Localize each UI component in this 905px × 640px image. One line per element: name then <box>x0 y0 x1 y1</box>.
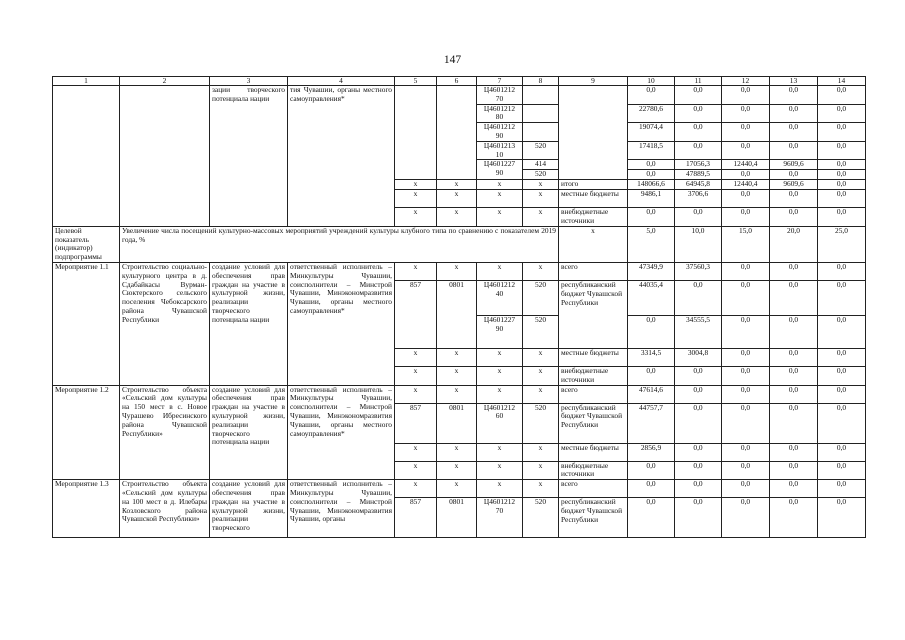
ministry-code-cell: x <box>395 262 437 280</box>
code-part: 80 <box>495 112 504 122</box>
section-code-cell: 0801 <box>437 403 477 443</box>
value-cell-10: 0,0 <box>628 461 675 480</box>
col-number-11: 11 <box>675 77 722 86</box>
expense-type-cell <box>523 104 559 123</box>
section-code-cell: x <box>437 480 477 498</box>
x-cell: x <box>477 180 523 190</box>
source-cell: внебюджетные источники <box>559 366 628 385</box>
value-cell-14: 0,0 <box>818 160 866 170</box>
ministry-code-cell: x <box>395 480 437 498</box>
measure-id-cell: Мероприятие 1.1 <box>53 262 120 385</box>
section-code-cell: x <box>437 348 477 366</box>
section-code-cell: x <box>437 443 477 461</box>
code-part: Ц4601212 <box>483 104 516 113</box>
value-cell-12: 0,0 <box>722 403 770 443</box>
col6-cell <box>437 86 477 180</box>
budget-code-cell <box>477 123 523 142</box>
value-cell-12: 0,0 <box>722 123 770 142</box>
value-cell-13: 0,0 <box>770 86 818 105</box>
value-cell-13: 9609,6 <box>770 160 818 170</box>
value-cell-11: 0,0 <box>675 104 722 123</box>
budget-code-cell: x <box>477 262 523 280</box>
expense-type-cell: x <box>523 366 559 385</box>
col-number-3: 3 <box>210 77 288 86</box>
value-cell-11: 0,0 <box>675 366 722 385</box>
value-cell-13: 0,0 <box>770 315 818 348</box>
budget-code-cell: x <box>477 461 523 480</box>
budget-code-cell <box>477 498 523 538</box>
code-part: 90 <box>495 168 504 178</box>
x-cell: x <box>477 208 523 227</box>
code-part: 10 <box>495 149 504 159</box>
ministry-code-cell: x <box>395 461 437 480</box>
budget-code-cell <box>477 315 523 348</box>
value-cell-13: 0,0 <box>770 104 818 123</box>
value-cell-10: 0,0 <box>628 160 675 170</box>
col-number-6: 6 <box>437 77 477 86</box>
value-cell-12: 0,0 <box>722 262 770 280</box>
program-table <box>52 76 866 538</box>
indicator-text-cell: Увеличение числа посещений культурно-массовых мероприятий учреждений культуры клубного типа по сравнению с показателем 2019 года, % <box>120 226 559 262</box>
code-part: 70 <box>495 505 504 515</box>
expense-type-cell: x <box>523 480 559 498</box>
value-cell-12: 0,0 <box>722 480 770 498</box>
x-cell: x <box>395 208 437 227</box>
expense-type-cell: 520 <box>523 403 559 443</box>
section-code-cell: 0801 <box>437 280 477 348</box>
code-part: 70 <box>495 93 504 103</box>
col-number-7: 7 <box>477 77 523 86</box>
table-row <box>53 385 866 403</box>
value-cell-12: 0,0 <box>722 104 770 123</box>
value-cell-10: 17418,5 <box>628 141 675 160</box>
source-cell: внебюджетные источники <box>559 461 628 480</box>
value-cell-10: 0,0 <box>628 498 675 538</box>
col1-cell <box>53 86 120 227</box>
value-cell-10: 148066,6 <box>628 180 675 190</box>
budget-code-cell <box>477 86 523 105</box>
value-cell-10: 0,0 <box>628 86 675 105</box>
ministry-code-cell: 857 <box>395 403 437 443</box>
value-cell-13: 0,0 <box>770 385 818 403</box>
value-cell-14: 0,0 <box>818 385 866 403</box>
value-cell-14: 0,0 <box>818 86 866 105</box>
value-cell-10: 0,0 <box>628 170 675 180</box>
code-part: Ц4601213 <box>483 141 516 150</box>
value-cell-12: 0,0 <box>722 443 770 461</box>
value-cell-10: 5,0 <box>628 226 675 262</box>
value-cell-12: 15,0 <box>722 226 770 262</box>
code-part: 90 <box>495 130 504 140</box>
section-code-cell: x <box>437 385 477 403</box>
expense-type-cell: x <box>523 461 559 480</box>
value-cell-13: 0,0 <box>770 208 818 227</box>
indicator-label-cell: Целевой показатель (индикатор) подпрограммы <box>53 226 120 262</box>
value-cell-13: 0,0 <box>770 443 818 461</box>
col-number-4: 4 <box>288 77 395 86</box>
value-cell-10: 0,0 <box>628 208 675 227</box>
value-cell-10: 47614,6 <box>628 385 675 403</box>
target-indicator-row <box>53 226 866 262</box>
expense-type-cell: x <box>523 443 559 461</box>
col-number-8: 8 <box>523 77 559 86</box>
budget-code-cell: x <box>477 443 523 461</box>
ministry-code-cell: 857 <box>395 280 437 348</box>
value-cell-13: 0,0 <box>770 190 818 208</box>
value-cell-12: 0,0 <box>722 385 770 403</box>
x-cell: x <box>395 190 437 208</box>
code-part: Ц4601212 <box>483 280 516 289</box>
responsible-cell: тия Чувашии, органы местного самоуправления* <box>288 86 395 227</box>
value-cell-11: 0,0 <box>675 86 722 105</box>
responsible-cell: ответственный исполнитель – Минкультуры Чувашии, соисполнители – Минстрой Чувашии, Минэкономразвития Чувашии, органы местного самоуправления* <box>288 262 395 385</box>
value-cell-10: 19074,4 <box>628 123 675 142</box>
value-cell-14: 0,0 <box>818 366 866 385</box>
source-cell <box>559 86 628 180</box>
value-cell-14: 0,0 <box>818 315 866 348</box>
ministry-code-cell: x <box>395 366 437 385</box>
value-cell-14: 0,0 <box>818 141 866 160</box>
value-cell-12: 0,0 <box>722 280 770 315</box>
col-number-1: 1 <box>53 77 120 86</box>
expense-type-cell: 520 <box>523 280 559 315</box>
value-cell-13: 20,0 <box>770 226 818 262</box>
value-cell-10: 47349,9 <box>628 262 675 280</box>
goal-cell: создание условий для обеспечения прав граждан на участие в культурной жизни, реализации творческого <box>210 480 288 538</box>
expense-type-cell: x <box>523 348 559 366</box>
source-cell: местные бюджеты <box>559 190 628 208</box>
value-cell-10: 9486,1 <box>628 190 675 208</box>
col2-cell <box>120 86 210 227</box>
value-cell-12: 12440,4 <box>722 160 770 170</box>
value-cell-14: 0,0 <box>818 498 866 538</box>
value-cell-11: 0,0 <box>675 141 722 160</box>
expense-type-cell: 520 <box>523 498 559 538</box>
col-number-2: 2 <box>120 77 210 86</box>
section-code-cell: x <box>437 461 477 480</box>
col-number-13: 13 <box>770 77 818 86</box>
value-cell-14: 0,0 <box>818 348 866 366</box>
value-cell-12: 0,0 <box>722 366 770 385</box>
value-cell-13: 0,0 <box>770 366 818 385</box>
value-cell-14: 0,0 <box>818 443 866 461</box>
value-cell-11: 0,0 <box>675 123 722 142</box>
value-cell-12: 0,0 <box>722 86 770 105</box>
value-cell-14: 0,0 <box>818 104 866 123</box>
value-cell-14: 0,0 <box>818 480 866 498</box>
expense-type-cell: 520 <box>523 170 559 180</box>
col-number-10: 10 <box>628 77 675 86</box>
value-cell-11: 34555,5 <box>675 315 722 348</box>
value-cell-11: 37560,3 <box>675 262 722 280</box>
expense-type-cell: 414 <box>523 160 559 170</box>
value-cell-11: 0,0 <box>675 443 722 461</box>
value-cell-14: 0,0 <box>818 180 866 190</box>
value-cell-11: 0,0 <box>675 498 722 538</box>
value-cell-10: 0,0 <box>628 366 675 385</box>
budget-code-cell: x <box>477 366 523 385</box>
measure-name-cell: Строительство социально-культурного центра в д. Сдабайкасы Вурман-Сюктерского сельского поселения Чебоксарского района Чувашской Республики <box>120 262 210 385</box>
table-row <box>53 86 866 105</box>
value-cell-10: 0,0 <box>628 315 675 348</box>
value-cell-12: 0,0 <box>722 208 770 227</box>
col5-cell <box>395 86 437 180</box>
table-row <box>53 480 866 498</box>
x-cell: x <box>477 190 523 208</box>
code-part: 40 <box>495 288 504 298</box>
budget-code-cell <box>477 104 523 123</box>
ministry-code-cell: x <box>395 348 437 366</box>
value-cell-13: 0,0 <box>770 461 818 480</box>
value-cell-14: 0,0 <box>818 190 866 208</box>
code-part: 90 <box>495 323 504 333</box>
x-cell: x <box>523 180 559 190</box>
source-cell: республиканский бюджет Чувашской Республики <box>559 280 628 348</box>
source-cell: местные бюджеты <box>559 348 628 366</box>
value-cell-11: 0,0 <box>675 403 722 443</box>
col-number-9: 9 <box>559 77 628 86</box>
value-cell-12: 0,0 <box>722 315 770 348</box>
goal-cell: зации творческого потенциала нации <box>210 86 288 227</box>
value-cell-10: 44757,7 <box>628 403 675 443</box>
ministry-code-cell: x <box>395 385 437 403</box>
value-cell-14: 25,0 <box>818 226 866 262</box>
value-cell-12: 0,0 <box>722 170 770 180</box>
value-cell-11: 47889,5 <box>675 170 722 180</box>
responsible-cell: ответственный исполнитель – Минкультуры Чувашии, соисполнители – Минстрой Чувашии, Минэкономразвития Чувашии, органы <box>288 480 395 538</box>
code-part: 60 <box>495 411 504 421</box>
x-cell: x <box>437 180 477 190</box>
value-cell-13: 0,0 <box>770 123 818 142</box>
measure-id-cell: Мероприятие 1.2 <box>53 385 120 480</box>
code-part: Ц4601212 <box>483 497 516 507</box>
value-cell-10: 3314,5 <box>628 348 675 366</box>
col-number-14: 14 <box>818 77 866 86</box>
value-cell-12: 0,0 <box>722 190 770 208</box>
expense-type-cell: x <box>523 262 559 280</box>
value-cell-11: 0,0 <box>675 280 722 315</box>
value-cell-10: 44035,4 <box>628 280 675 315</box>
budget-code-cell: x <box>477 385 523 403</box>
budget-code-cell: Ц4601227 90 <box>477 160 523 180</box>
x-cell: x <box>559 226 628 262</box>
budget-code-cell <box>477 141 523 160</box>
expense-type-cell: 520 <box>523 315 559 348</box>
value-cell-11: 3004,8 <box>675 348 722 366</box>
value-cell-11: 0,0 <box>675 461 722 480</box>
code-part: Ц4601212 <box>483 122 516 132</box>
value-cell-13: 0,0 <box>770 280 818 315</box>
x-cell: x <box>437 208 477 227</box>
value-cell-12: 0,0 <box>722 141 770 160</box>
goal-cell: создание условий для обеспечения прав граждан на участие в культурной жизни, реализации творческого потенциала нации <box>210 262 288 385</box>
value-cell-12: 12440,4 <box>722 180 770 190</box>
source-cell: всего <box>559 480 628 498</box>
col-number-5: 5 <box>395 77 437 86</box>
code-part: Ц4601212 <box>483 85 516 94</box>
value-cell-13: 0,0 <box>770 141 818 160</box>
value-cell-14: 0,0 <box>818 262 866 280</box>
budget-code-cell: x <box>477 348 523 366</box>
value-cell-13: 0,0 <box>770 170 818 180</box>
x-cell: x <box>437 190 477 208</box>
value-cell-11: 0,0 <box>675 385 722 403</box>
value-cell-14: 0,0 <box>818 461 866 480</box>
measure-id-cell: Мероприятие 1.3 <box>53 480 120 538</box>
value-cell-13: 9609,6 <box>770 180 818 190</box>
value-cell-14: 0,0 <box>818 208 866 227</box>
value-cell-10: 22780,6 <box>628 104 675 123</box>
section-code-cell: x <box>437 366 477 385</box>
section-code-cell: 0801 <box>437 498 477 538</box>
measure-name-cell: Строительство объекта «Сельский дом культуры на 150 мест в с. Новое Чурашево Ибресинского района Чувашской Республики» <box>120 385 210 480</box>
ministry-code-cell: 857 <box>395 498 437 538</box>
value-cell-14: 0,0 <box>818 123 866 142</box>
x-cell: x <box>523 208 559 227</box>
value-cell-14: 0,0 <box>818 403 866 443</box>
value-cell-13: 0,0 <box>770 480 818 498</box>
table-row <box>53 262 866 280</box>
source-cell: всего <box>559 385 628 403</box>
budget-code-cell: x <box>477 480 523 498</box>
value-cell-13: 0,0 <box>770 348 818 366</box>
source-cell: внебюджетные источники <box>559 208 628 227</box>
col-number-12: 12 <box>722 77 770 86</box>
value-cell-12: 0,0 <box>722 348 770 366</box>
value-cell-11: 64945,8 <box>675 180 722 190</box>
ministry-code-cell: x <box>395 443 437 461</box>
source-cell: местные бюджеты <box>559 443 628 461</box>
source-cell: итого <box>559 180 628 190</box>
value-cell-14: 0,0 <box>818 170 866 180</box>
budget-code-cell <box>477 280 523 315</box>
page-number: 147 <box>443 54 462 66</box>
source-cell: республиканский бюджет Чувашской Республики <box>559 498 628 538</box>
value-cell-12: 0,0 <box>722 498 770 538</box>
source-cell: республиканский бюджет Чувашской Республики <box>559 403 628 443</box>
x-cell: x <box>395 180 437 190</box>
value-cell-10: 2856,9 <box>628 443 675 461</box>
value-cell-13: 0,0 <box>770 262 818 280</box>
value-cell-11: 0,0 <box>675 480 722 498</box>
value-cell-11: 3706,6 <box>675 190 722 208</box>
value-cell-10: 0,0 <box>628 480 675 498</box>
source-cell: всего <box>559 262 628 280</box>
value-cell-13: 0,0 <box>770 498 818 538</box>
column-number-row <box>53 77 866 86</box>
expense-type-cell: x <box>523 385 559 403</box>
value-cell-11: 17056,3 <box>675 160 722 170</box>
measure-name-cell: Строительство объекта «Сельский дом культуры на 100 мест в д. Илебары Козловского района Чувашской Республики» <box>120 480 210 538</box>
value-cell-12: 0,0 <box>722 461 770 480</box>
value-cell-13: 0,0 <box>770 403 818 443</box>
code-part: Ц4601227 <box>483 315 516 324</box>
budget-code-cell <box>477 403 523 443</box>
code-part: Ц4601212 <box>483 403 516 412</box>
expense-type-cell <box>523 86 559 105</box>
goal-cell: создание условий для обеспечения прав граждан на участие в культурной жизни, реализации творческого потенциала нации <box>210 385 288 480</box>
value-cell-11: 0,0 <box>675 208 722 227</box>
responsible-cell: ответственный исполнитель – Минкультуры Чувашии, соисполнители – Минстрой Чувашии, Минэкономразвития Чувашии, органы местного самоуправления* <box>288 385 395 480</box>
expense-type-cell: 520 <box>523 141 559 160</box>
value-cell-11: 10,0 <box>675 226 722 262</box>
expense-type-cell <box>523 123 559 142</box>
x-cell: x <box>523 190 559 208</box>
section-code-cell: x <box>437 262 477 280</box>
value-cell-14: 0,0 <box>818 280 866 315</box>
